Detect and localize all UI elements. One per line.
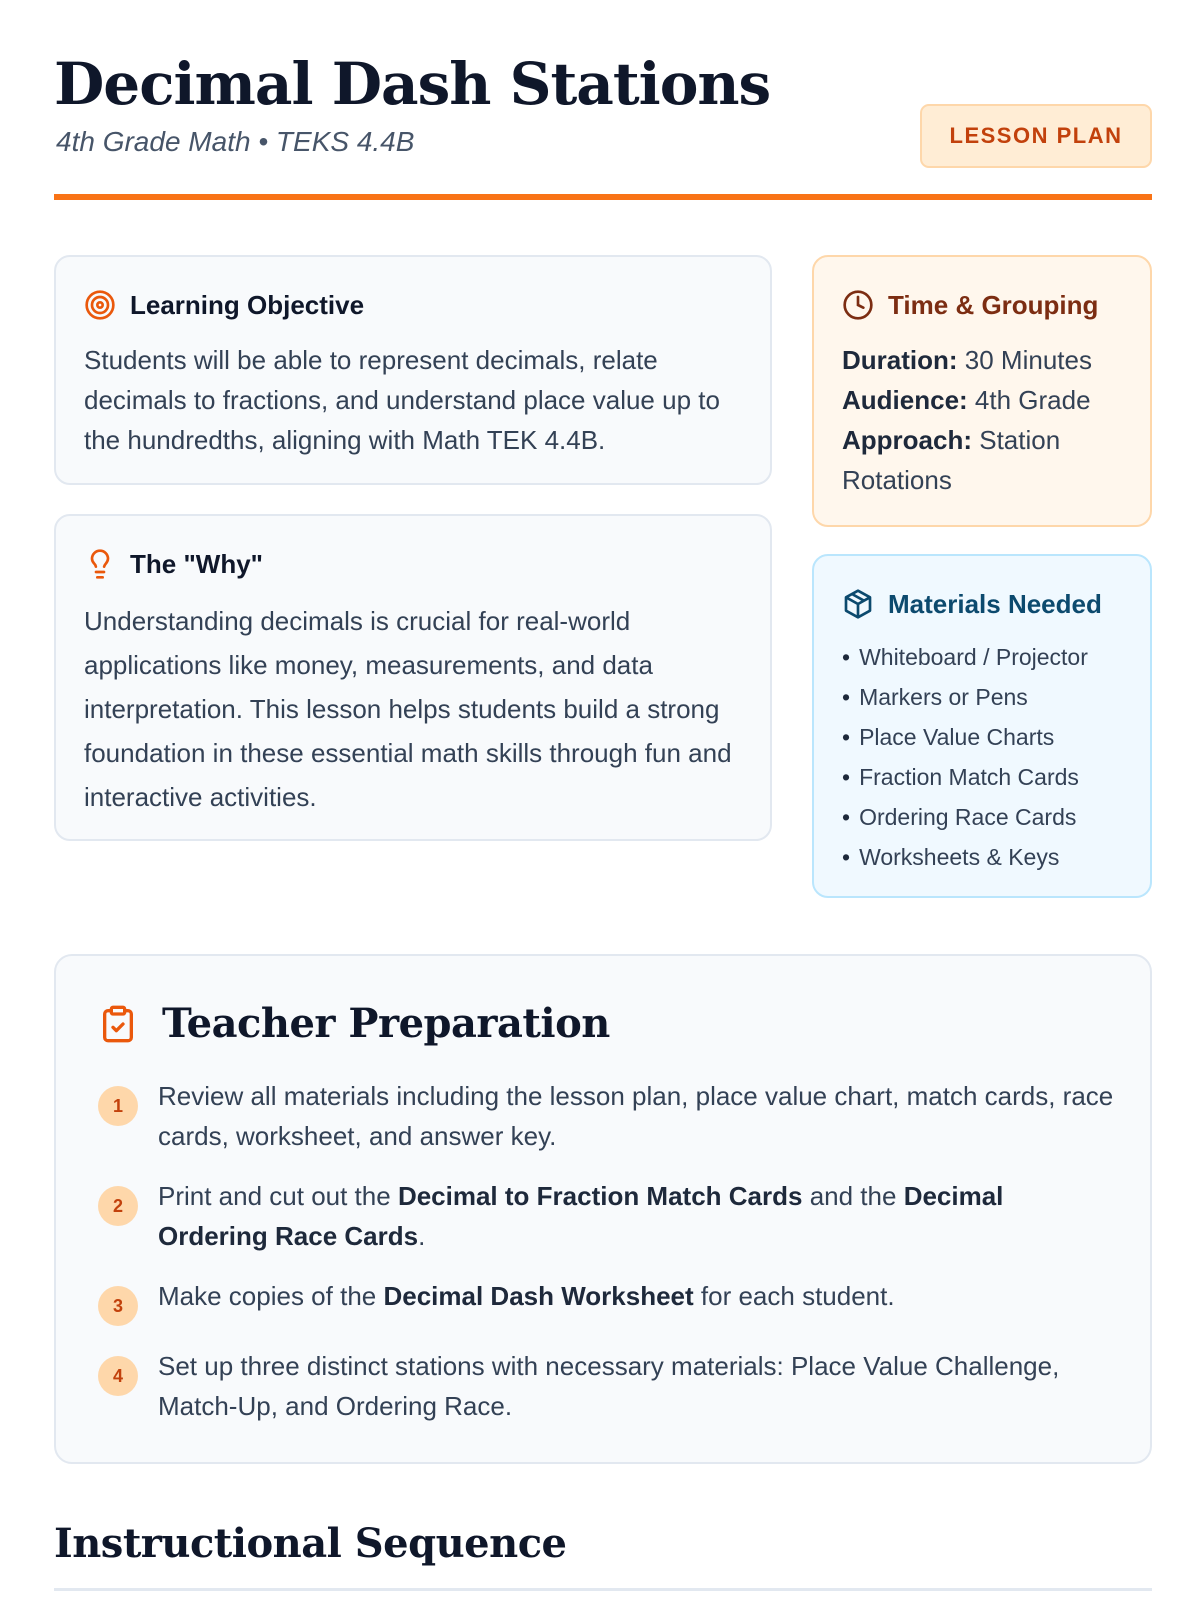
learning-objective-header xyxy=(84,289,364,321)
step-text-part: and the xyxy=(802,1181,904,1211)
page-header xyxy=(54,0,1152,200)
materials-item: • Ordering Race Cards xyxy=(842,797,1088,837)
step-text xyxy=(158,1346,1118,1426)
preparation-step xyxy=(98,1076,1118,1156)
step-text-bold: Decimal to Fraction Match Cards xyxy=(397,1181,803,1211)
materials-item: • Place Value Charts xyxy=(842,717,1088,757)
materials-item: • Markers or Pens xyxy=(842,677,1088,717)
audience-row xyxy=(842,380,1142,420)
materials-title: Materials Needed xyxy=(888,588,1102,619)
materials-item: • Worksheets & Keys xyxy=(842,837,1088,877)
box-icon xyxy=(842,588,874,620)
lesson-plan-badge: LESSON PLAN xyxy=(920,104,1152,168)
duration-label: Duration: xyxy=(842,345,958,375)
duration-value: 30 Minutes xyxy=(964,345,1092,375)
preparation-steps xyxy=(98,1076,1118,1446)
why-header xyxy=(84,548,263,580)
instructional-sequence-title: Instructional Sequence xyxy=(54,1520,567,1567)
preparation-step xyxy=(98,1276,1118,1326)
step-text-part: Make copies of the xyxy=(158,1281,384,1311)
audience-value: 4th Grade xyxy=(974,385,1091,415)
materials-list xyxy=(842,637,1088,877)
time-grouping-card xyxy=(812,255,1152,527)
page-subtitle: 4th Grade Math • TEKS 4.4B xyxy=(56,126,415,157)
approach-value: Station Rotations xyxy=(842,425,1061,495)
materials-header xyxy=(842,588,1102,620)
clipboard-check-icon xyxy=(98,1002,138,1046)
step-text-bold: Decimal Ordering Race Cards xyxy=(158,1181,1004,1251)
step-number: 2 xyxy=(98,1186,138,1226)
time-grouping-title: Time & Grouping xyxy=(888,289,1099,320)
duration-row xyxy=(842,340,1142,380)
why-text: Understanding decimals is crucial for real-world applications like money, measurements, and data interpretation. This lesson helps students build a strong foundation in these essential math skills through fun and interactive activities. xyxy=(84,606,732,812)
page-title: Decimal Dash Stations xyxy=(54,50,771,118)
header-divider xyxy=(54,194,1152,200)
preparation-step xyxy=(98,1346,1118,1426)
target-icon xyxy=(84,289,116,321)
learning-objective-title: Learning Objective xyxy=(130,289,365,320)
step-number: 3 xyxy=(98,1286,138,1326)
lightbulb-icon xyxy=(84,548,116,580)
why-title: The "Why" xyxy=(130,548,263,579)
step-text xyxy=(158,1176,1118,1256)
time-grouping-details xyxy=(842,340,1142,500)
materials-card xyxy=(812,554,1152,898)
step-text-part: . xyxy=(418,1221,426,1251)
step-text-part: Set up three distinct stations with necessary materials: Place Value Challenge, Match-Up, and Ordering Race. xyxy=(158,1351,1060,1421)
step-text xyxy=(158,1276,895,1316)
sequence-divider xyxy=(54,1588,1152,1591)
teacher-preparation-header xyxy=(98,1000,610,1047)
step-text-bold: Decimal Dash Worksheet xyxy=(383,1281,694,1311)
audience-label: Audience: xyxy=(842,385,968,415)
teacher-preparation-title: Teacher Preparation xyxy=(162,1000,610,1047)
step-number: 1 xyxy=(98,1086,138,1126)
time-grouping-header xyxy=(842,289,1098,321)
step-text-part: Print and cut out the xyxy=(158,1181,398,1211)
teacher-preparation-card xyxy=(54,954,1152,1464)
materials-item: • Fraction Match Cards xyxy=(842,757,1088,797)
step-text xyxy=(158,1076,1118,1156)
learning-objective-text: Students will be able to represent decimals, relate decimals to fractions, and understand place value up to the hundredths, aligning with Math TEK 4.4B. xyxy=(84,345,720,455)
learning-objective-card xyxy=(54,255,772,485)
why-card xyxy=(54,514,772,841)
lesson-plan-page xyxy=(54,0,1152,1567)
approach-row xyxy=(842,420,1142,500)
approach-label: Approach: xyxy=(842,425,972,455)
preparation-step xyxy=(98,1176,1118,1256)
step-number: 4 xyxy=(98,1356,138,1396)
materials-item: • Whiteboard / Projector xyxy=(842,637,1088,677)
clock-icon xyxy=(842,289,874,321)
step-text-part: Review all materials including the lesson plan, place value chart, match cards, race cards, worksheet, and answer key. xyxy=(158,1081,1114,1151)
step-text-part: for each student. xyxy=(693,1281,895,1311)
